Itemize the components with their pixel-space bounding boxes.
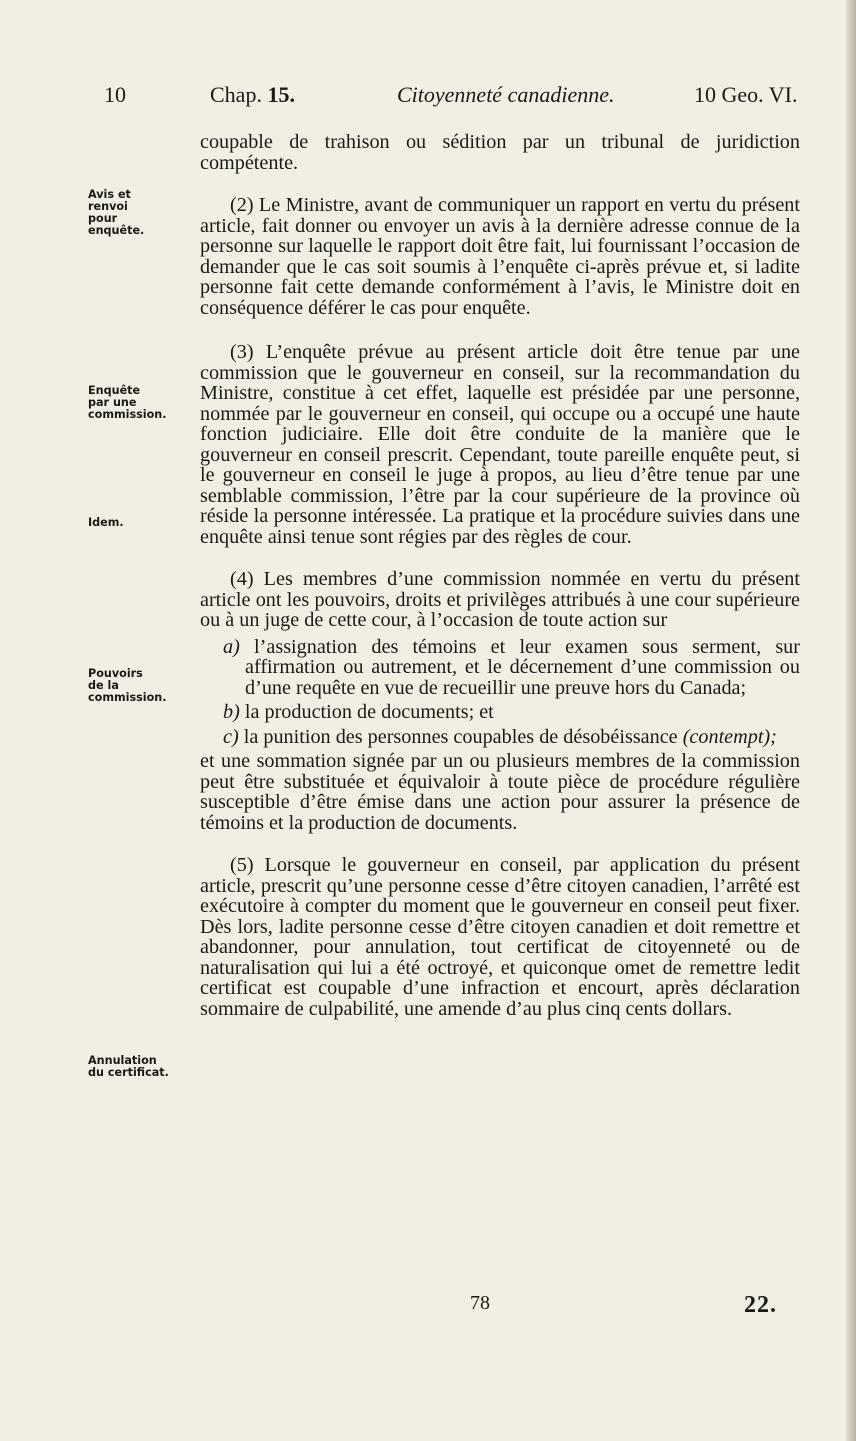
header-chapter-prefix: Chap. [210, 82, 262, 107]
list-item-label: c) [223, 725, 239, 748]
list-item-text: l’assignation des témoins et leur examen sous serment, sur affirmation ou autrement, et le décernement d’une commission ou d’une requête en vue de recueillir une preuve hors du Canada; [245, 635, 801, 699]
paragraph-4-close: et une sommation signée par un ou plusieurs membres de la commission peut être substituée et équivaloir à toute pièce de procédure régulière susceptible d’être émise dans une action pour assurer la présence de témoins et la production de documents. [200, 750, 800, 834]
margin-note-pouvoirs: Pouvoirs de la commission. [88, 667, 167, 704]
margin-note-enquete-commission: Enquête par une commission. [88, 384, 167, 421]
paragraph-2: (2) Le Ministre, avant de communiquer un rapport en vertu du présent article, fait donner ou envoyer un avis à la dernière adresse connue de la personne sur laquelle le rapport doit être fait, lui fournissant l’occasion de demander que le cas soit soumis à l’enquête ci-après prévue et, si ladite personne fait cette demande conformément à l’avis, le Ministre doit en conséquence déférer le cas pour enquête. [200, 194, 800, 319]
list-item-label: a) [223, 635, 240, 658]
paragraph-continuation: coupable de trahison ou sédition par un tribunal de juridiction compétente. [200, 131, 800, 174]
margin-note-avis-renvoi: Avis et renvoi pour enquête. [88, 188, 145, 237]
header-title: Citoyenneté canadienne. [397, 82, 615, 107]
list-item-italic-term: (contempt); [682, 725, 777, 748]
header-chapter [210, 82, 295, 108]
paragraph-3: (3) L’enquête prévue au présent article doit être tenue par une commission que le gouverneur en conseil, sur la recommandation du Ministre, constitue à cet effet, laquelle est présidée par une personne, nommée par le gouverneur en conseil, qui occupe ou a occupé une haute fonction judiciaire. Elle doit être conduite de la manière que le gouverneur en conseil prescrit. Cependant, toute pareille enquête peut, si le gouverneur en conseil le juge à propos, au lieu d’être tenue par une semblable commission, l’être par la cour supérieure de la province où réside la personne intéressée. La pratique et la procédure suivies dans une enquête ainsi tenue sont régies par des règles de cour. [200, 341, 800, 548]
header-page-number: 10 [104, 82, 126, 107]
margin-note-annulation: Annulation du certificat. [88, 1054, 169, 1079]
list-item-text: la production de documents; et [244, 701, 494, 723]
list-item-c [200, 727, 800, 748]
header-regnal-year: 10 Geo. VI. [694, 82, 798, 107]
paragraph-4-intro: (4) Les membres d’une commission nommée en vertu du présent article ont les pouvoirs, droits et privilèges attribués à une cour supérieure ou à un juge de cette cour, à l’occasion de toute action sur [200, 568, 800, 631]
page-footer [0, 1292, 856, 1322]
footer-page-number: 78 [470, 1292, 490, 1314]
header-chapter-number: 15. [267, 82, 295, 107]
list-item-label: b) [223, 701, 240, 723]
list-item-a [200, 637, 800, 699]
margin-note-idem: Idem. [88, 516, 124, 529]
footer-signature-mark: 22. [744, 1292, 777, 1318]
page-edge [846, 0, 856, 1441]
paragraph-5: (5) Lorsque le gouverneur en conseil, par application du présent article, prescrit qu’une personne cesse d’être citoyen canadien, l’arrêté est exécutoire à compter du moment que le gouverneur en conseil peut fixer. Dès lors, ladite personne cesse d’être citoyen canadien et doit remettre et abandonner, pour annulation, tout certificat de citoyenneté ou de naturalisation qui lui a été octroyé, et quiconque omet de remettre ledit certificat est coupable d’une infraction et encourt, après déclaration sommaire de culpabilité, une amende d’au plus cinq cents dollars. [200, 854, 800, 1020]
list-item-text: la punition des personnes coupables de désobéissance [243, 725, 678, 748]
running-header [0, 82, 856, 112]
body-text [200, 132, 800, 1019]
list-item-b [200, 702, 800, 723]
